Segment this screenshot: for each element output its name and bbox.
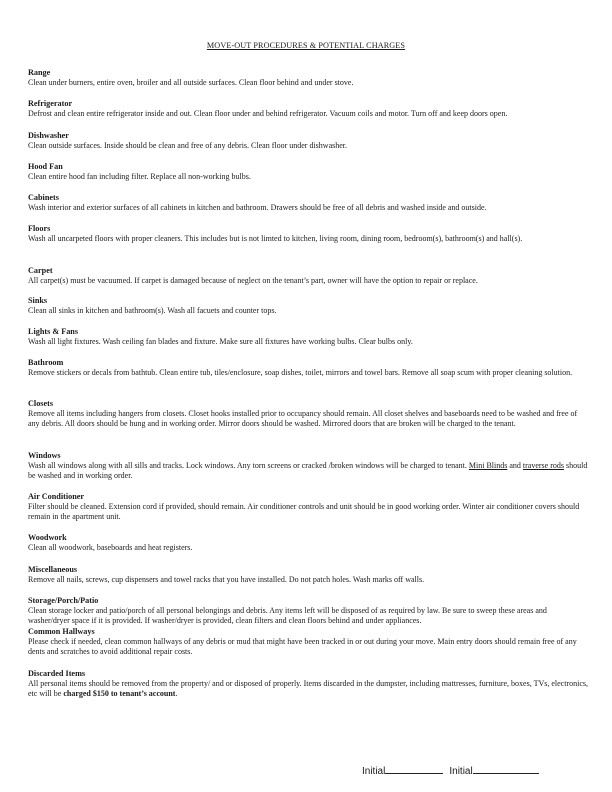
- section-body: Remove stickers or decals from bathtub. Clean entire tub, tiles/enclosure, soap dishes, toilet, mirrors and towel bars. Remove all soap scum with proper cleaning solution.: [28, 368, 573, 377]
- section-body: Defrost and clean entire refrigerator inside and out. Clean floor under and behind refrigerator. Vacuum coils and motor. Turn off and keep doors open.: [28, 109, 508, 118]
- initial-label-1: Initial: [362, 766, 386, 777]
- initial-line-1[interactable]: [385, 764, 443, 774]
- section-floors: [28, 224, 588, 244]
- section-common-hallways: [28, 627, 588, 656]
- traverse-rods-underlined: traverse rods: [522, 461, 564, 470]
- section-heading: Refrigerator: [28, 99, 73, 108]
- initial-line-2[interactable]: [473, 764, 539, 774]
- section-heading: Discarded Items: [28, 669, 86, 678]
- section-refrigerator: [28, 99, 588, 119]
- section-heading: Miscellaneous: [28, 565, 78, 574]
- section-heading: Range: [28, 68, 51, 77]
- charge-amount-bold: charged $150 to tenant’s account: [63, 688, 176, 698]
- section-heading: Storage/Porch/Patio: [28, 596, 99, 605]
- section-body: Clean all sinks in kitchen and bathroom(s). Wash all facuets and counter tops.: [28, 306, 277, 315]
- section-heading: Windows: [28, 451, 61, 460]
- section-body: Clean storage locker and patio/porch of all personal belongings and debris. Any items left will be disposed of as required by law. Be sure to sweep these areas and washer/dryer space if it is provided. If washer/dryer is provided, clean filters and clean floors behind and under appliances.: [28, 606, 547, 625]
- section-sinks: [28, 296, 588, 316]
- section-body: Filter should be cleaned. Extension cord if provided, should remain. Air conditioner controls and unit should be in good working order. Winter air conditioner covers should remain in the apartment unit.: [28, 502, 580, 521]
- section-body: Clean all woodwork, baseboards and heat registers.: [28, 543, 193, 552]
- section-body: Clean outside surfaces. Inside should be clean and free of any debris. Clean floor under dishwasher.: [28, 141, 348, 150]
- section-heading: Woodwork: [28, 533, 67, 542]
- section-carpet: [28, 266, 588, 286]
- initial-label-2: Initial: [449, 766, 473, 777]
- section-lights-fans: [28, 327, 588, 347]
- section-heading: Sinks: [28, 296, 48, 305]
- body-text: should be washed and in working order.: [28, 461, 588, 480]
- section-body: Please check if needed, clean common hallways of any debris or mud that might have been tracked in or out during your move. Main entry doors should remain free of any dents and scratches to avoid additional repair costs.: [28, 637, 577, 656]
- document-title: MOVE-OUT PROCEDURES & POTENTIAL CHARGES: [206, 41, 406, 50]
- section-heading: Hood Fan: [28, 162, 63, 171]
- section-heading: Closets: [28, 399, 54, 408]
- section-heading: Cabinets: [28, 193, 59, 202]
- section-heading: Carpet: [28, 266, 53, 275]
- section-cabinets: [28, 193, 588, 213]
- section-storage-porch-patio: [28, 596, 588, 625]
- section-woodwork: [28, 533, 588, 553]
- section-discarded-items: [28, 669, 588, 698]
- body-text: Wash all windows along with all sills and tracks. Lock windows. Any torn screens or cracked /broken windows will be charged to tenant.: [28, 461, 469, 470]
- section-heading: Air Conditioner: [28, 492, 85, 501]
- section-heading: Lights & Fans: [28, 327, 79, 336]
- section-hood-fan: [28, 162, 588, 182]
- section-range: [28, 68, 588, 88]
- section-body: Clean under burners, entire oven, broiler and all outside surfaces. Clean floor behind and under stove.: [28, 78, 354, 87]
- section-body: Clean entire hood fan including filter. Replace all non-working bulbs.: [28, 172, 251, 181]
- section-body: Remove all nails, screws, cup dispensers and towel racks that you have installed. Do not patch holes. Wash marks off walls.: [28, 575, 425, 584]
- section-heading: Common Hallways: [28, 627, 95, 636]
- section-body: Remove all items including hangers from closets. Closet hooks installed prior to occupancy should remain. All closet shelves and baseboards need to be washed and free of any debris. All doors should be hung and in working order. Mirror doors should be washed. Mirrored doors that are broken will be charged to the tenant.: [28, 409, 578, 428]
- mini-blinds-underlined: Mini Blinds: [468, 461, 508, 470]
- initials-footer: [362, 764, 562, 777]
- section-dishwasher: [28, 131, 588, 151]
- section-body: [28, 461, 588, 480]
- section-miscellaneous: [28, 565, 588, 585]
- section-windows: [28, 451, 588, 480]
- section-heading: Floors: [28, 224, 51, 233]
- body-text: .: [175, 688, 178, 698]
- section-bathroom: [28, 358, 588, 378]
- section-body: [28, 679, 588, 698]
- section-heading: Dishwasher: [28, 131, 69, 140]
- section-closets: [28, 399, 588, 428]
- section-body: Wash all light fixtures. Wash ceiling fan blades and fixture. Make sure all fixtures have working bulbs. Clear bulbs only.: [28, 337, 413, 346]
- section-heading: Bathroom: [28, 358, 64, 367]
- body-text: and: [507, 461, 523, 470]
- body-text: All personal items should be removed from the property/ and or disposed of properly. Items discarded in the dumpster, including mattresses, furniture, boxes, TVs, electronics, etc will be: [28, 679, 588, 698]
- section-body: Wash interior and exterior surfaces of all cabinets in kitchen and bathroom. Drawers should be free of all debris and washed inside and outside.: [28, 203, 487, 212]
- section-body: All carpet(s) must be vacuumed. If carpet is damaged because of neglect on the tenant’s part, owner will have the option to repair or replace.: [28, 276, 478, 285]
- section-air-conditioner: [28, 492, 588, 521]
- section-body: Wash all uncarpeted floors with proper cleaners. This includes but is not limted to kitchen, living room, dining room, bedroom(s), bathroom(s) and hall(s).: [28, 234, 523, 243]
